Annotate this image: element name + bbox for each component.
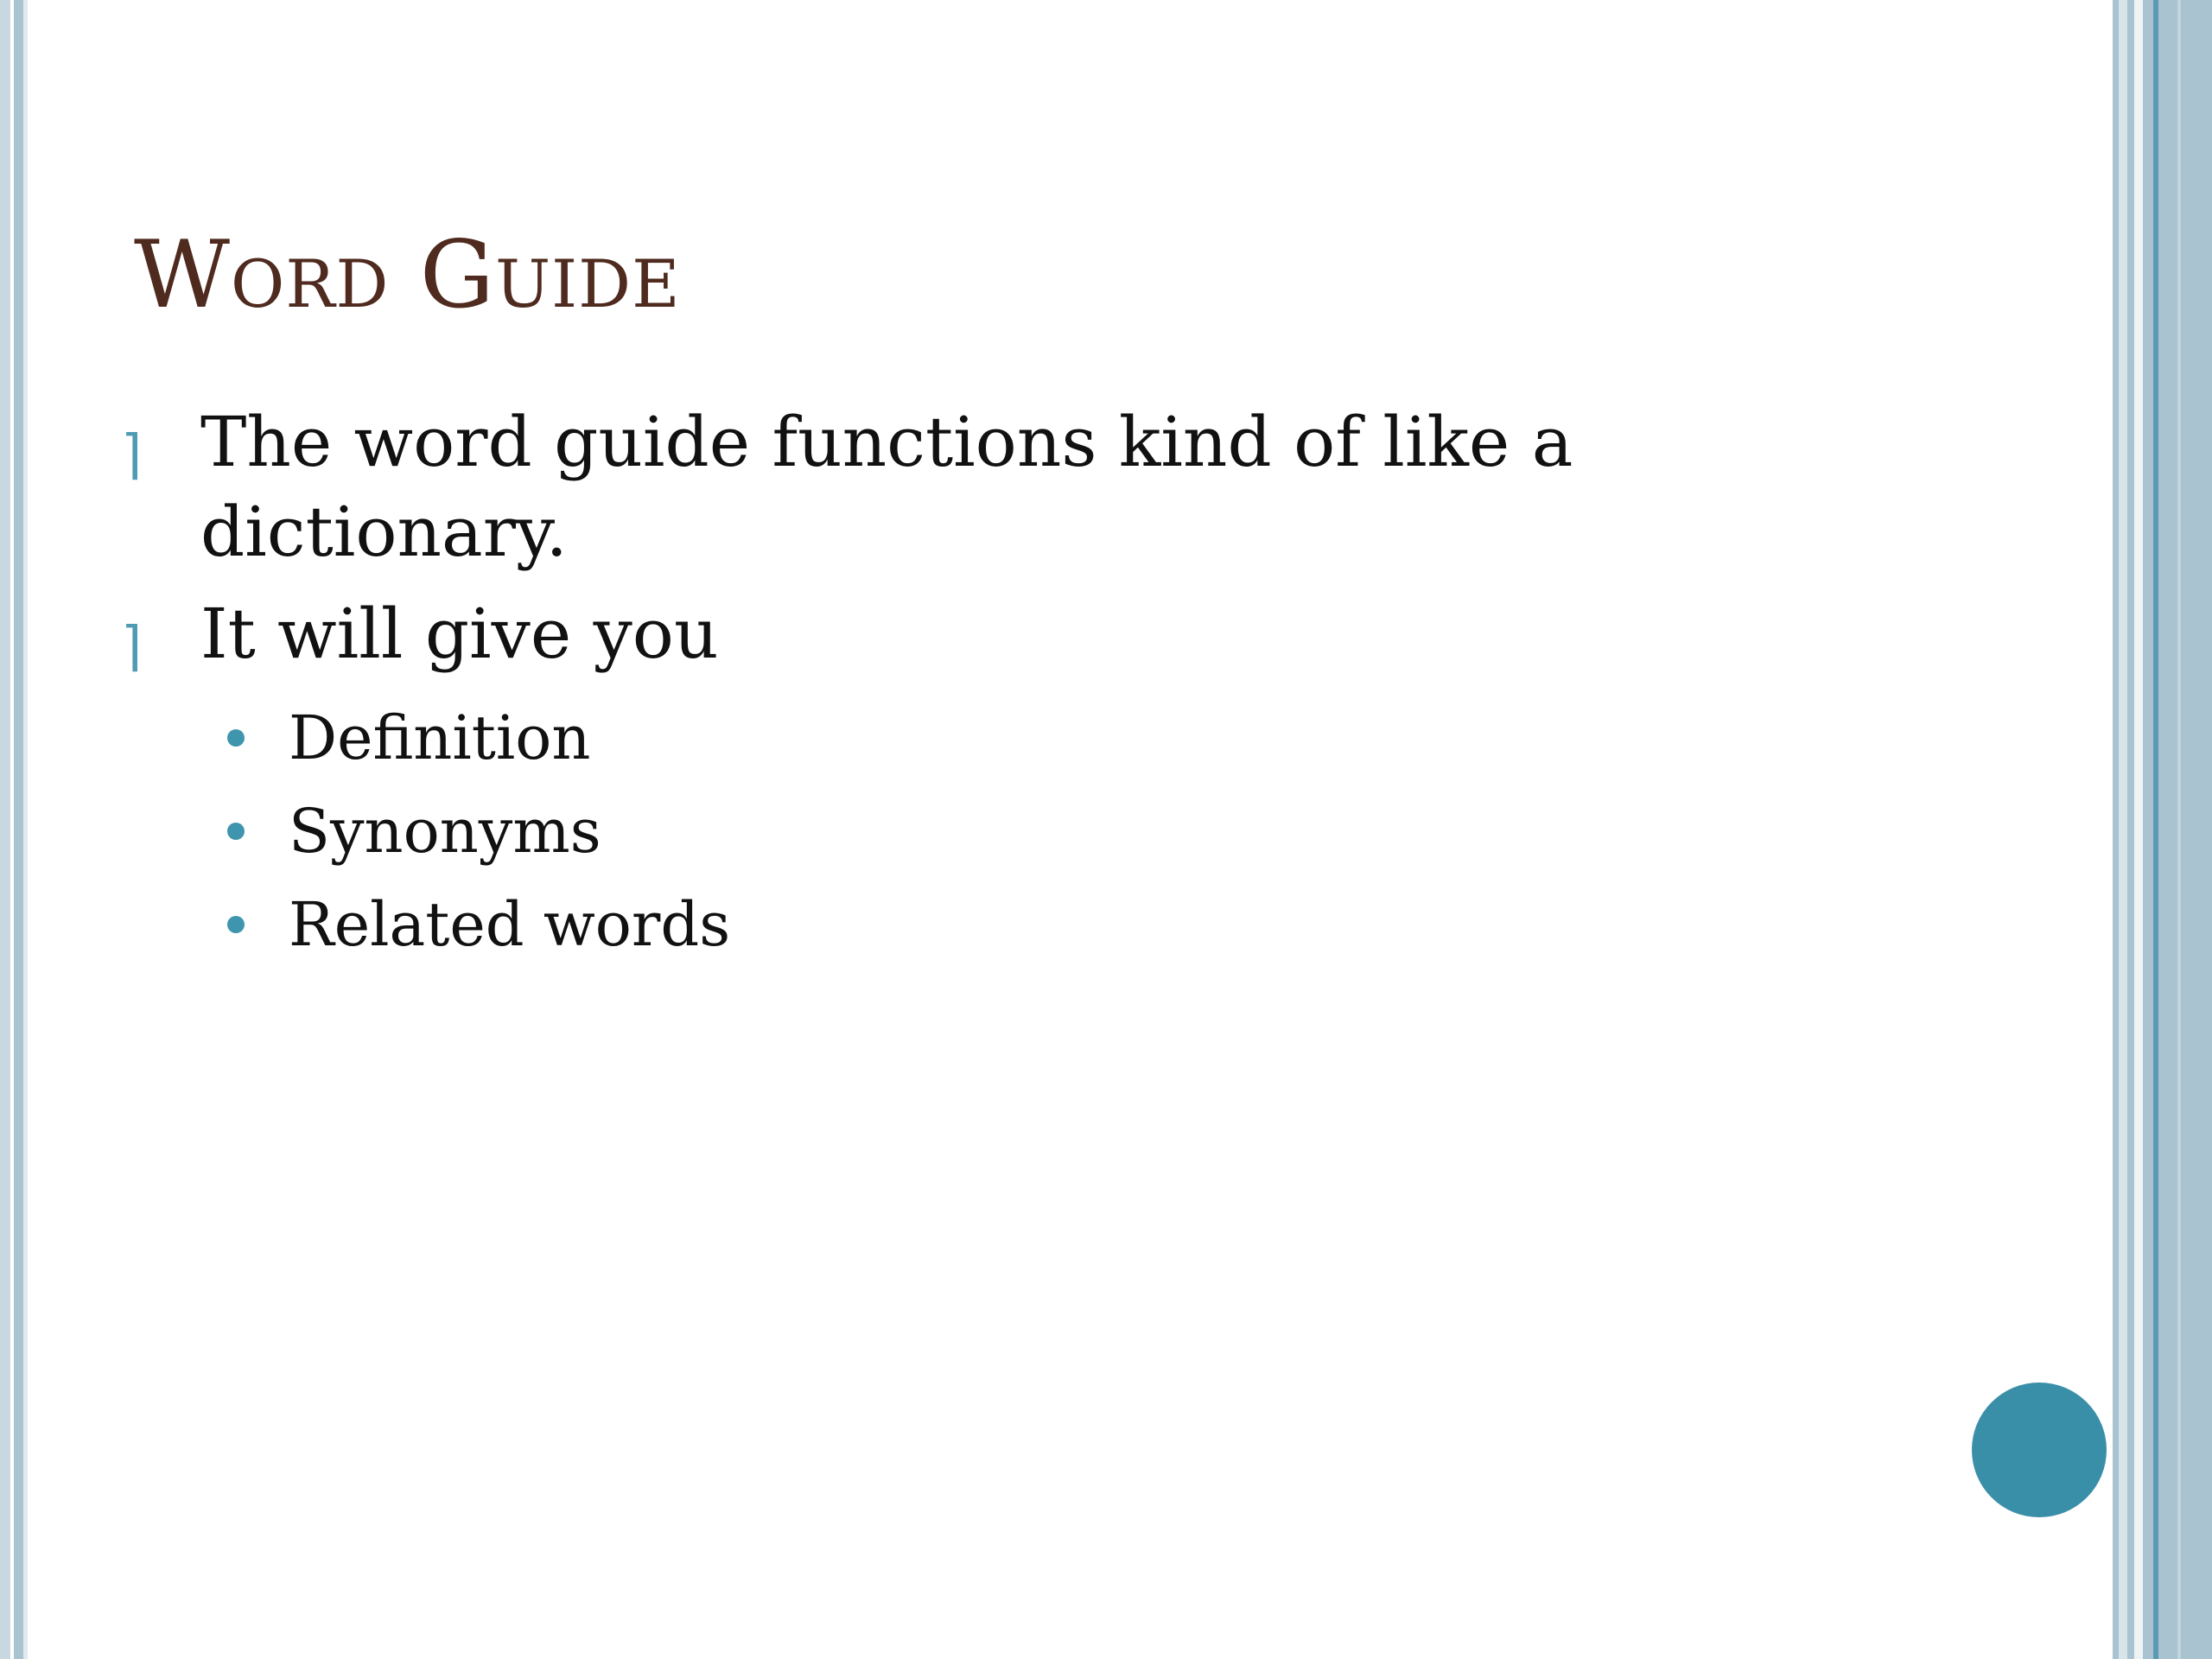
bullet-marker-icon: ⌉ <box>121 614 143 677</box>
bullet-text: It will give you <box>200 594 719 674</box>
sub-bullet-item <box>121 785 1763 878</box>
bullet-item <box>121 397 1763 577</box>
left-border-stripe <box>14 0 23 1659</box>
right-border-line <box>2177 0 2181 1659</box>
left-border-stripe <box>0 0 10 1659</box>
bullet-item <box>121 589 1763 679</box>
left-border-stripe <box>23 0 28 1659</box>
right-border-line <box>2153 0 2158 1659</box>
accent-circle <box>1972 1382 2107 1517</box>
right-border-band <box>2113 0 2212 1659</box>
bullet-dot-icon <box>227 823 245 840</box>
bullet-dot-icon <box>227 729 245 747</box>
sub-bullet-item <box>121 691 1763 785</box>
slide-title: Word Guide <box>134 221 681 329</box>
sub-bullet-text: Synonyms <box>289 796 601 867</box>
right-border-line <box>2134 0 2143 1659</box>
right-border-line <box>2119 0 2127 1659</box>
slide-body <box>121 397 1763 971</box>
bullet-marker-icon: ⌉ <box>121 423 143 486</box>
sub-bullet-item <box>121 878 1763 971</box>
bullet-dot-icon <box>227 916 245 933</box>
bullet-text: The word guide functions kind of like a dictionary. <box>200 402 1573 572</box>
sub-bullet-text: Definition <box>289 702 591 773</box>
sub-bullet-text: Related words <box>289 889 731 960</box>
